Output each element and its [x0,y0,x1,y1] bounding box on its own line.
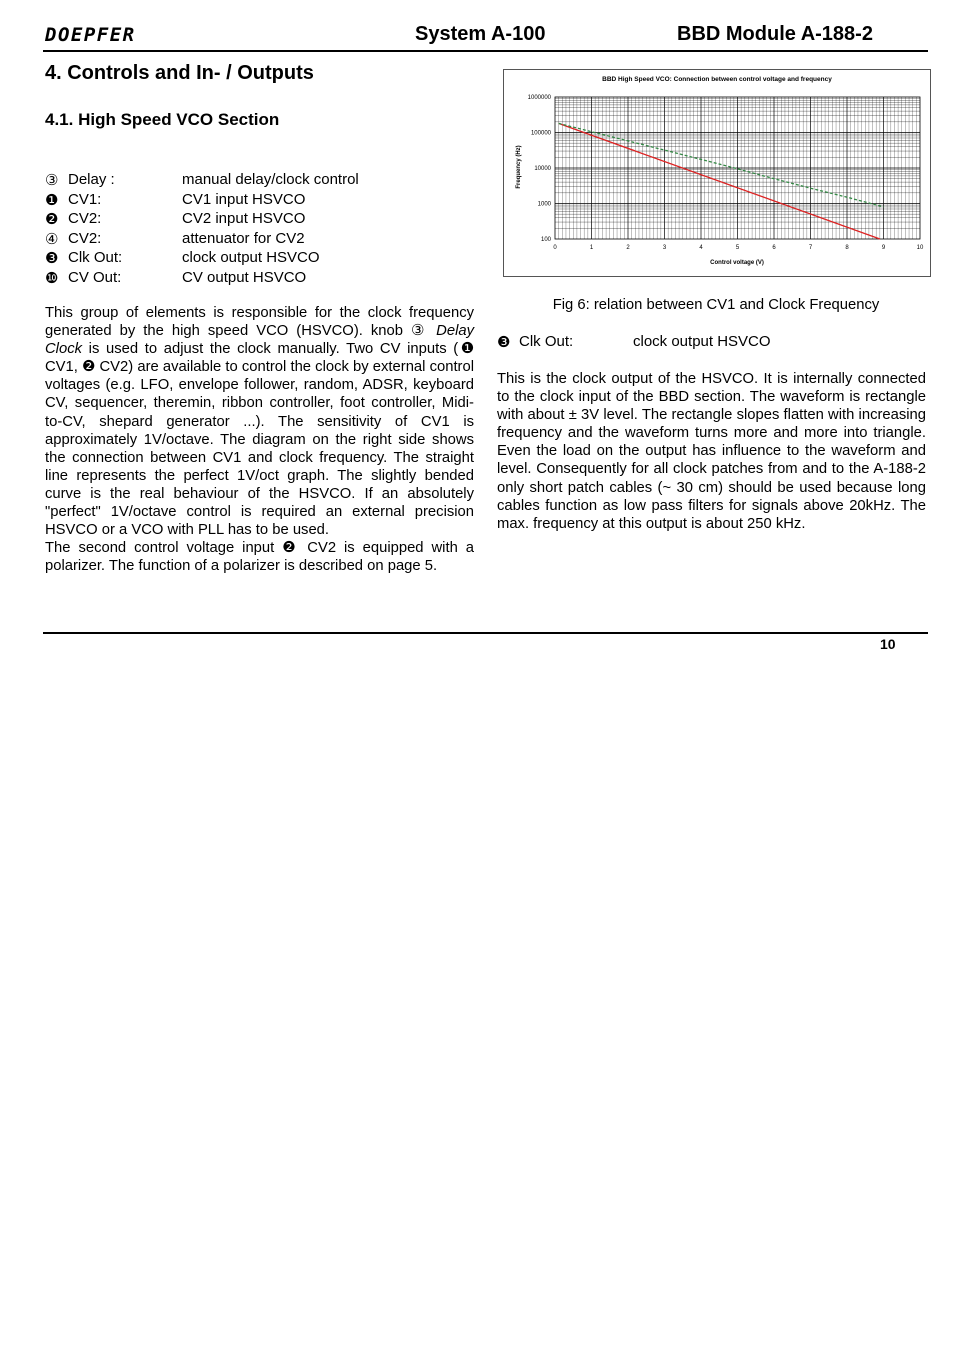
control-symbol: ❿ [45,269,59,287]
delay-clock-term: Delay Clock [45,323,474,358]
control-row [45,249,475,269]
control-symbol: ❸ [45,250,59,268]
control-row [45,230,475,250]
control-description: attenuator for CV2 [182,229,305,247]
control-symbol: ❷ [45,211,59,229]
control-symbol: ④ [45,230,59,248]
control-row [45,210,475,230]
control-name: CV2: [68,229,102,247]
clock-out-symbol: ❸ [497,334,511,351]
x-tick-label: 8 [845,245,849,251]
clock-out-name: Clk Out: [519,333,574,350]
control-description: CV2 input HSVCO [182,210,306,228]
paragraph-text: is used to adjust the clock manually. Two CV inputs (❶ CV1, ❷ CV2) are available to control the clock by external control voltages (e.g. LFO, envelope follower, random, ADSR, keyboard CV, sequencer, theremin, ribbon controller, foot controller, Midi-to-CV, shepard generator ...). The sensitivity of CV1 is approximately 1V/octave. The diagram on the right side shows the connection between CV1 and clock frequency. The straight line represents the perfect 1V/oct graph. The slightly bended curve is the real behaviour of the HSVCO. If an absolutely "perfect" 1V/octave control is required an external precision HSVCO or a VCO with PLL has to be used. [45,341,474,539]
description-text [45,304,474,575]
frequency-chart [504,70,930,276]
frequency-chart-frame [503,69,931,277]
description-paragraph [45,304,474,539]
system-title: System A-100 [415,23,546,45]
y-tick-label: 100000 [530,130,551,137]
y-tick-label: 1000000 [527,95,551,101]
control-name: Delay : [68,171,115,188]
y-axis-label: Frequency (Hz) [516,145,522,189]
control-description: CV output HSVCO [182,268,307,286]
page-number: 10 [880,636,896,652]
y-tick-label: 1000 [537,201,551,208]
subsection-title: 4.1. High Speed VCO Section [45,110,280,129]
clock-out-row [497,333,927,353]
chart-grid [555,97,920,239]
clock-out-description: clock output HSVCO [633,333,771,350]
x-tick-label: 9 [881,245,886,251]
x-tick-label: 6 [772,245,776,251]
chart-title: BBD High Speed VCO: Connection between control voltage and frequency [602,76,832,83]
paragraph-text: This group of elements is responsible for the clock frequency generated by the high speed VCO (HSVCO). knob ③ [45,305,474,340]
clock-out-text [497,370,926,533]
footer-rule [43,632,928,634]
control-symbol: ③ [45,172,59,189]
polarizer-paragraph: The second control voltage input ❷ CV2 is equipped with a polarizer. The function of a polarizer is described on page 5. [45,540,474,575]
x-tick-label: 3 [662,245,667,251]
x-tick-label: 5 [735,245,740,251]
control-description: CV1 input HSVCO [182,190,306,208]
x-tick-label: 10 [916,245,924,251]
figure-caption: Fig 6: relation between CV1 and Clock Frequency [552,297,880,313]
controls-list [45,171,475,289]
x-axis-label: Control voltage (V) [710,260,764,266]
control-name: CV1: [68,190,102,208]
x-tick-label: 7 [808,245,813,251]
control-name: CV2: [68,210,102,228]
control-description: clock output HSVCO [182,249,320,267]
y-tick-label: 100 [540,237,551,243]
control-description: manual delay/clock control [182,171,359,188]
x-tick-label: 2 [626,245,630,251]
clock-out-paragraph: This is the clock output of the HSVCO. It is internally connected to the clock input of the BBD section. The waveform is rectangle with about ± 3V level. The rectangle slopes flatten with increasing frequency and the waveform turns more and more into triangle. Even the load on the output has influence to the waveform and level. Consequently for all clock patches from and to the A-188-2 only short patch cables (~ 30 cm) should be used because long cables function as low pass filters for signals above 20kHz. The max. frequency at this output is about 250 kHz. [497,371,926,532]
control-symbol: ❶ [45,191,59,209]
x-tick-label: 4 [699,245,703,251]
doepfer-logo: DOEPFER [45,24,136,46]
control-row [45,191,475,211]
control-row [45,171,475,191]
section-title: 4. Controls and In- / Outputs [45,62,314,84]
control-row [45,269,475,289]
page-header [43,22,928,52]
x-tick-label: 1 [589,245,594,251]
control-name: Clk Out: [68,249,123,267]
x-tick-label: 0 [553,245,557,251]
y-tick-label: 10000 [534,166,551,172]
control-name: CV Out: [68,268,122,286]
module-title: BBD Module A-188-2 [677,23,873,45]
